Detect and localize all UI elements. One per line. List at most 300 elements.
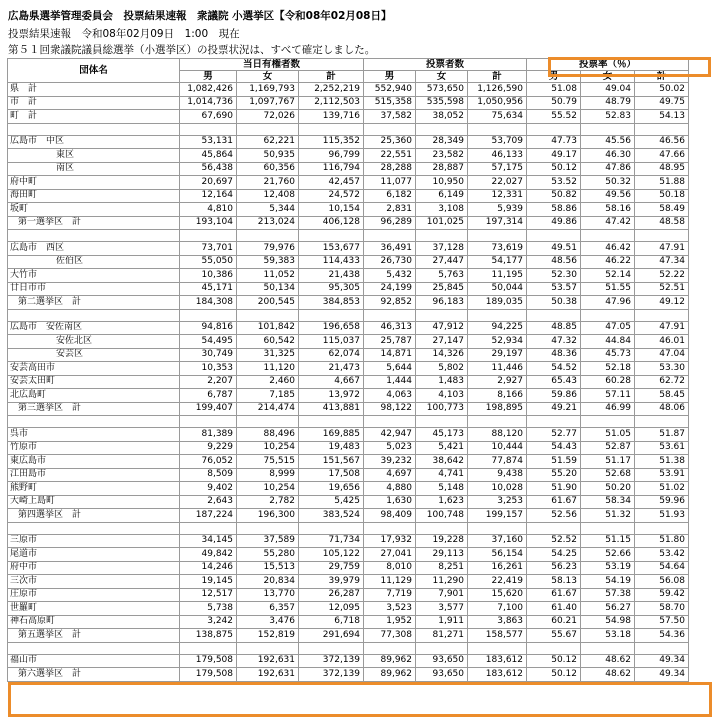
value-cell: 28,887	[416, 162, 468, 176]
spacer-cell	[468, 123, 527, 135]
value-cell: 4,667	[299, 375, 364, 389]
value-cell: 3,253	[468, 495, 527, 509]
spacer-cell	[416, 309, 468, 321]
value-cell: 98,122	[364, 402, 416, 416]
value-cell: 50,134	[237, 282, 299, 296]
table-row	[8, 321, 689, 335]
value-cell: 49.34	[635, 654, 689, 668]
value-cell: 138,875	[180, 629, 237, 643]
value-cell: 52.77	[527, 428, 581, 442]
table-row	[8, 588, 689, 602]
table-row	[8, 269, 689, 283]
value-cell: 6,718	[299, 615, 364, 629]
value-cell: 48.62	[581, 668, 635, 682]
value-cell: 10,950	[416, 176, 468, 190]
value-cell: 46.56	[635, 135, 689, 149]
value-cell: 13,770	[237, 588, 299, 602]
value-cell: 12,164	[180, 189, 237, 203]
value-cell: 73,619	[468, 242, 527, 256]
sub-header-cell: 男	[364, 71, 416, 83]
value-cell: 6,357	[237, 602, 299, 616]
value-cell: 3,108	[416, 203, 468, 217]
value-cell: 2,782	[237, 495, 299, 509]
value-cell: 8,509	[180, 468, 237, 482]
value-cell: 47.96	[581, 296, 635, 310]
value-cell: 4,810	[180, 203, 237, 217]
value-cell: 51.93	[635, 509, 689, 523]
value-cell: 51.17	[581, 455, 635, 469]
spacer-cell	[581, 309, 635, 321]
value-cell: 51.32	[581, 509, 635, 523]
value-cell: 515,358	[364, 96, 416, 110]
spacer-cell	[299, 416, 364, 428]
value-cell: 49.21	[527, 402, 581, 416]
value-cell: 383,524	[299, 509, 364, 523]
value-cell: 45.56	[581, 135, 635, 149]
value-cell: 22,419	[468, 575, 527, 589]
value-cell: 19,145	[180, 575, 237, 589]
value-cell: 27,041	[364, 548, 416, 562]
table-row	[8, 375, 689, 389]
value-cell: 192,631	[237, 654, 299, 668]
value-cell: 5,939	[468, 203, 527, 217]
value-cell: 49.56	[581, 189, 635, 203]
value-cell: 58.16	[581, 203, 635, 217]
value-cell: 10,154	[299, 203, 364, 217]
row-name: 福山市	[8, 654, 180, 668]
value-cell: 50.18	[635, 189, 689, 203]
value-cell: 38,052	[416, 110, 468, 124]
spacer-row	[8, 123, 689, 135]
value-cell: 49.12	[635, 296, 689, 310]
row-name: 江田島市	[8, 468, 180, 482]
value-cell: 71,734	[299, 534, 364, 548]
value-cell: 22,027	[468, 176, 527, 190]
value-cell: 6,787	[180, 389, 237, 403]
value-cell: 72,026	[237, 110, 299, 124]
spacer-cell	[581, 522, 635, 534]
value-cell: 1,126,590	[468, 83, 527, 97]
value-cell: 1,952	[364, 615, 416, 629]
value-cell: 59,383	[237, 255, 299, 269]
spacer-cell	[635, 642, 689, 654]
spacer-cell	[468, 522, 527, 534]
value-cell: 61.40	[527, 602, 581, 616]
value-cell: 19,483	[299, 441, 364, 455]
value-cell: 60.28	[581, 375, 635, 389]
row-name: 南区	[8, 162, 180, 176]
spacer-cell	[468, 309, 527, 321]
value-cell: 54,177	[468, 255, 527, 269]
value-cell: 79,976	[237, 242, 299, 256]
value-cell: 48.36	[527, 348, 581, 362]
value-cell: 101,842	[237, 321, 299, 335]
value-cell: 54.52	[527, 362, 581, 376]
value-cell: 7,719	[364, 588, 416, 602]
value-cell: 53.52	[527, 176, 581, 190]
value-cell: 189,035	[468, 296, 527, 310]
value-cell: 5,802	[416, 362, 468, 376]
value-cell: 115,037	[299, 335, 364, 349]
row-name: 第五選挙区 計	[8, 629, 180, 643]
value-cell: 57.38	[581, 588, 635, 602]
row-name: 広島市 中区	[8, 135, 180, 149]
value-cell: 5,148	[416, 482, 468, 496]
value-cell: 13,972	[299, 389, 364, 403]
value-cell: 58.45	[635, 389, 689, 403]
value-cell: 8,251	[416, 561, 468, 575]
value-cell: 25,787	[364, 335, 416, 349]
spacer-row	[8, 230, 689, 242]
value-cell: 34,145	[180, 534, 237, 548]
value-cell: 49.86	[527, 216, 581, 230]
value-cell: 67,690	[180, 110, 237, 124]
sub-header-cell: 女	[416, 71, 468, 83]
spacer-cell	[635, 123, 689, 135]
value-cell: 151,567	[299, 455, 364, 469]
value-cell: 196,658	[299, 321, 364, 335]
value-cell: 199,157	[468, 509, 527, 523]
spacer-cell	[8, 416, 180, 428]
value-cell: 1,911	[416, 615, 468, 629]
value-cell: 20,697	[180, 176, 237, 190]
row-name: 安芸区	[8, 348, 180, 362]
value-cell: 152,819	[237, 629, 299, 643]
value-cell: 406,128	[299, 216, 364, 230]
value-cell: 47.05	[581, 321, 635, 335]
results-table-body	[8, 59, 689, 682]
value-cell: 384,853	[299, 296, 364, 310]
value-cell: 47.32	[527, 335, 581, 349]
sub-header-cell: 女	[237, 71, 299, 83]
table-row	[8, 110, 689, 124]
value-cell: 5,644	[364, 362, 416, 376]
spacer-row	[8, 309, 689, 321]
value-cell: 10,254	[237, 482, 299, 496]
spacer-cell	[581, 416, 635, 428]
value-cell: 50.79	[527, 96, 581, 110]
value-cell: 39,232	[364, 455, 416, 469]
table-row	[8, 428, 689, 442]
value-cell: 52.22	[635, 269, 689, 283]
value-cell: 101,025	[416, 216, 468, 230]
value-cell: 31,325	[237, 348, 299, 362]
spacer-row	[8, 642, 689, 654]
group-name-header: 団体名	[8, 59, 180, 83]
value-cell: 75,515	[237, 455, 299, 469]
value-cell: 1,623	[416, 495, 468, 509]
value-cell: 49.17	[527, 149, 581, 163]
row-name: 海田町	[8, 189, 180, 203]
value-cell: 29,197	[468, 348, 527, 362]
value-cell: 36,491	[364, 242, 416, 256]
value-cell: 46,133	[468, 149, 527, 163]
value-cell: 11,052	[237, 269, 299, 283]
value-cell: 5,763	[416, 269, 468, 283]
table-row	[8, 296, 689, 310]
row-name: 佐伯区	[8, 255, 180, 269]
value-cell: 81,389	[180, 428, 237, 442]
value-cell: 8,010	[364, 561, 416, 575]
value-cell: 51.90	[527, 482, 581, 496]
table-row	[8, 362, 689, 376]
value-cell: 76,052	[180, 455, 237, 469]
value-cell: 50.20	[581, 482, 635, 496]
table-row	[8, 96, 689, 110]
value-cell: 1,444	[364, 375, 416, 389]
value-cell: 50.12	[527, 654, 581, 668]
spacer-cell	[299, 309, 364, 321]
value-cell: 9,402	[180, 482, 237, 496]
value-cell: 89,962	[364, 668, 416, 682]
spacer-cell	[237, 123, 299, 135]
value-cell: 6,182	[364, 189, 416, 203]
value-cell: 53,709	[468, 135, 527, 149]
value-cell: 52.68	[581, 468, 635, 482]
value-cell: 58.13	[527, 575, 581, 589]
value-cell: 4,103	[416, 389, 468, 403]
value-cell: 59.86	[527, 389, 581, 403]
sub-header-cell: 計	[468, 71, 527, 83]
value-cell: 24,572	[299, 189, 364, 203]
value-cell: 4,741	[416, 468, 468, 482]
row-name: 府中町	[8, 176, 180, 190]
value-cell: 6,149	[416, 189, 468, 203]
value-cell: 12,095	[299, 602, 364, 616]
value-cell: 10,444	[468, 441, 527, 455]
value-cell: 9,229	[180, 441, 237, 455]
table-row	[8, 561, 689, 575]
value-cell: 3,476	[237, 615, 299, 629]
value-cell: 51.38	[635, 455, 689, 469]
value-cell: 51.87	[635, 428, 689, 442]
table-row	[8, 176, 689, 190]
spacer-cell	[364, 522, 416, 534]
value-cell: 3,863	[468, 615, 527, 629]
value-cell: 53.91	[635, 468, 689, 482]
value-cell: 11,129	[364, 575, 416, 589]
value-cell: 51.05	[581, 428, 635, 442]
value-cell: 15,620	[468, 588, 527, 602]
row-name: 北広島町	[8, 389, 180, 403]
table-row	[8, 629, 689, 643]
value-cell: 58.49	[635, 203, 689, 217]
value-cell: 372,139	[299, 668, 364, 682]
value-cell: 52.18	[581, 362, 635, 376]
value-cell: 56,438	[180, 162, 237, 176]
spacer-cell	[468, 230, 527, 242]
value-cell: 47.73	[527, 135, 581, 149]
row-name: 庄原市	[8, 588, 180, 602]
spacer-cell	[527, 642, 581, 654]
spacer-cell	[180, 416, 237, 428]
results-table	[7, 58, 689, 682]
value-cell: 53.61	[635, 441, 689, 455]
value-cell: 54.13	[635, 110, 689, 124]
table-row	[8, 189, 689, 203]
value-cell: 54.98	[581, 615, 635, 629]
value-cell: 47.04	[635, 348, 689, 362]
value-cell: 56.27	[581, 602, 635, 616]
spacer-cell	[364, 309, 416, 321]
row-name: 第四選挙区 計	[8, 509, 180, 523]
value-cell: 77,874	[468, 455, 527, 469]
table-row	[8, 83, 689, 97]
table-row	[8, 335, 689, 349]
spacer-cell	[180, 522, 237, 534]
value-cell: 37,589	[237, 534, 299, 548]
value-cell: 47.66	[635, 149, 689, 163]
value-cell: 4,880	[364, 482, 416, 496]
value-cell: 1,169,793	[237, 83, 299, 97]
value-cell: 61.67	[527, 588, 581, 602]
spacer-cell	[299, 230, 364, 242]
value-cell: 38,642	[416, 455, 468, 469]
value-cell: 96,289	[364, 216, 416, 230]
value-cell: 55.20	[527, 468, 581, 482]
value-cell: 48.06	[635, 402, 689, 416]
value-cell: 51.15	[581, 534, 635, 548]
row-name: 町 計	[8, 110, 180, 124]
value-cell: 48.79	[581, 96, 635, 110]
value-cell: 2,207	[180, 375, 237, 389]
row-name: 安芸太田町	[8, 375, 180, 389]
value-cell: 100,748	[416, 509, 468, 523]
table-row	[8, 548, 689, 562]
value-cell: 54.19	[581, 575, 635, 589]
value-cell: 48.62	[581, 654, 635, 668]
value-cell: 62.72	[635, 375, 689, 389]
value-cell: 61.67	[527, 495, 581, 509]
value-cell: 2,112,503	[299, 96, 364, 110]
value-cell: 44.84	[581, 335, 635, 349]
spacer-cell	[237, 642, 299, 654]
value-cell: 4,063	[364, 389, 416, 403]
value-cell: 179,508	[180, 654, 237, 668]
row-name: 県 計	[8, 83, 180, 97]
value-cell: 179,508	[180, 668, 237, 682]
value-cell: 56.08	[635, 575, 689, 589]
value-cell: 89,962	[364, 654, 416, 668]
table-row	[8, 509, 689, 523]
value-cell: 552,940	[364, 83, 416, 97]
value-cell: 28,349	[416, 135, 468, 149]
value-cell: 5,421	[416, 441, 468, 455]
table-row	[8, 203, 689, 217]
value-cell: 96,799	[299, 149, 364, 163]
value-cell: 46.22	[581, 255, 635, 269]
value-cell: 4,697	[364, 468, 416, 482]
value-cell: 47.42	[581, 216, 635, 230]
value-cell: 51.80	[635, 534, 689, 548]
value-cell: 55.52	[527, 110, 581, 124]
value-cell: 51.08	[527, 83, 581, 97]
value-cell: 88,496	[237, 428, 299, 442]
row-name: 安佐北区	[8, 335, 180, 349]
value-cell: 57.11	[581, 389, 635, 403]
value-cell: 53.19	[581, 561, 635, 575]
value-cell: 77,308	[364, 629, 416, 643]
value-cell: 15,513	[237, 561, 299, 575]
value-cell: 21,760	[237, 176, 299, 190]
value-cell: 158,577	[468, 629, 527, 643]
value-cell: 1,097,767	[237, 96, 299, 110]
value-cell: 20,834	[237, 575, 299, 589]
value-cell: 11,120	[237, 362, 299, 376]
spacer-cell	[8, 230, 180, 242]
row-name: 第六選挙区 計	[8, 668, 180, 682]
value-cell: 55,050	[180, 255, 237, 269]
value-cell: 52.87	[581, 441, 635, 455]
value-cell: 53.30	[635, 362, 689, 376]
value-cell: 46.99	[581, 402, 635, 416]
row-name: 神石高原町	[8, 615, 180, 629]
value-cell: 52.52	[527, 534, 581, 548]
value-cell: 62,074	[299, 348, 364, 362]
value-cell: 58.34	[581, 495, 635, 509]
value-cell: 17,508	[299, 468, 364, 482]
value-cell: 22,551	[364, 149, 416, 163]
value-cell: 53.18	[581, 629, 635, 643]
spacer-cell	[364, 230, 416, 242]
row-name: 世羅町	[8, 602, 180, 616]
table-row	[8, 348, 689, 362]
value-cell: 51.59	[527, 455, 581, 469]
spacer-cell	[364, 416, 416, 428]
table-row	[8, 602, 689, 616]
value-cell: 10,028	[468, 482, 527, 496]
table-row	[8, 468, 689, 482]
value-cell: 535,598	[416, 96, 468, 110]
value-cell: 92,852	[364, 296, 416, 310]
value-cell: 46,313	[364, 321, 416, 335]
spacer-cell	[416, 416, 468, 428]
value-cell: 100,773	[416, 402, 468, 416]
row-name: 第一選挙区 計	[8, 216, 180, 230]
value-cell: 50,935	[237, 149, 299, 163]
value-cell: 58.86	[527, 203, 581, 217]
value-cell: 116,794	[299, 162, 364, 176]
table-row	[8, 495, 689, 509]
spacer-cell	[527, 123, 581, 135]
value-cell: 139,716	[299, 110, 364, 124]
value-cell: 5,738	[180, 602, 237, 616]
value-cell: 56.23	[527, 561, 581, 575]
value-cell: 24,199	[364, 282, 416, 296]
sub-header-cell: 女	[581, 71, 635, 83]
spacer-cell	[364, 123, 416, 135]
row-name: 竹原市	[8, 441, 180, 455]
value-cell: 81,271	[416, 629, 468, 643]
value-cell: 88,120	[468, 428, 527, 442]
value-cell: 183,612	[468, 654, 527, 668]
value-cell: 50.12	[527, 162, 581, 176]
value-cell: 54,495	[180, 335, 237, 349]
value-cell: 52.56	[527, 509, 581, 523]
value-cell: 60,356	[237, 162, 299, 176]
value-cell: 50.12	[527, 668, 581, 682]
table-row	[8, 441, 689, 455]
spacer-cell	[635, 522, 689, 534]
row-name: 廿日市市	[8, 282, 180, 296]
value-cell: 46.01	[635, 335, 689, 349]
value-cell: 1,483	[416, 375, 468, 389]
table-row	[8, 615, 689, 629]
value-cell: 50.38	[527, 296, 581, 310]
value-cell: 25,845	[416, 282, 468, 296]
value-cell: 98,409	[364, 509, 416, 523]
spacer-cell	[299, 123, 364, 135]
